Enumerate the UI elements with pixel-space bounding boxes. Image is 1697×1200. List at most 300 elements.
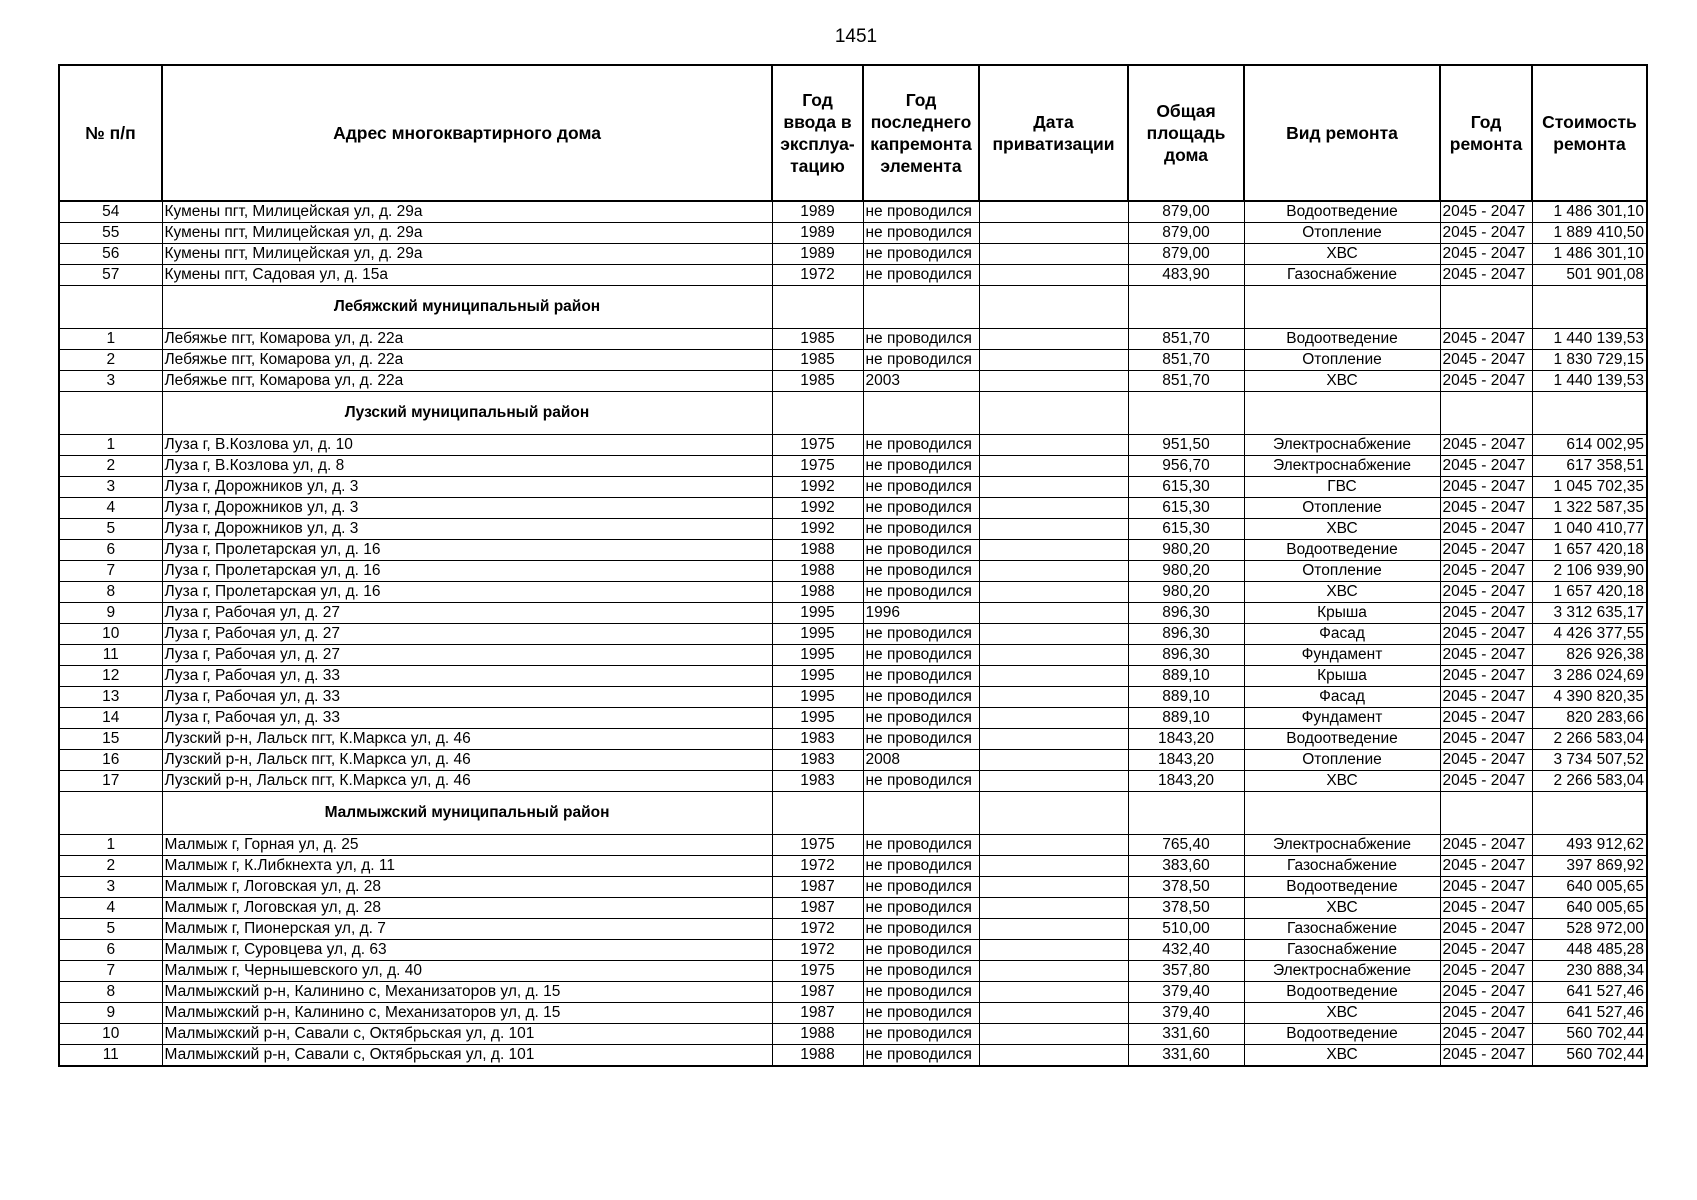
cell-address: Луза г, Рабочая ул, д. 27 xyxy=(162,645,772,666)
cell-last-repair: не проводился xyxy=(863,961,979,982)
section-empty-cell xyxy=(1532,792,1647,835)
cell-privatization xyxy=(979,982,1128,1003)
cell-cost: 560 702,44 xyxy=(1532,1045,1647,1067)
table-row xyxy=(59,708,1647,729)
section-row xyxy=(59,792,1647,835)
cell-year-built: 1975 xyxy=(772,456,863,477)
cell-cost: 1 486 301,10 xyxy=(1532,244,1647,265)
section-empty-cell xyxy=(1244,286,1440,329)
cell-num: 13 xyxy=(59,687,162,708)
cell-address: Луза г, Дорожников ул, д. 3 xyxy=(162,519,772,540)
cell-num: 3 xyxy=(59,371,162,392)
table-row xyxy=(59,961,1647,982)
table-row xyxy=(59,940,1647,961)
cell-cost: 528 972,00 xyxy=(1532,919,1647,940)
table-row xyxy=(59,350,1647,371)
cell-repair-type: Отопление xyxy=(1244,350,1440,371)
cell-num: 6 xyxy=(59,540,162,561)
cell-repair-year: 2045 - 2047 xyxy=(1440,582,1532,603)
cell-address: Луза г, Пролетарская ул, д. 16 xyxy=(162,540,772,561)
cell-repair-type: Фасад xyxy=(1244,624,1440,645)
repair-register-table xyxy=(58,64,1648,1067)
cell-repair-type: Газоснабжение xyxy=(1244,940,1440,961)
section-empty-cell xyxy=(863,286,979,329)
cell-area: 432,40 xyxy=(1128,940,1244,961)
cell-address: Луза г, Рабочая ул, д. 33 xyxy=(162,708,772,729)
cell-last-repair: не проводился xyxy=(863,708,979,729)
cell-address: Луза г, В.Козлова ул, д. 8 xyxy=(162,456,772,477)
cell-year-built: 1988 xyxy=(772,561,863,582)
cell-year-built: 1983 xyxy=(772,750,863,771)
table-row xyxy=(59,561,1647,582)
cell-last-repair: не проводился xyxy=(863,877,979,898)
cell-last-repair: не проводился xyxy=(863,982,979,1003)
table-body xyxy=(59,201,1647,1066)
cell-privatization xyxy=(979,477,1128,498)
cell-year-built: 1983 xyxy=(772,729,863,750)
cell-privatization xyxy=(979,223,1128,244)
cell-repair-type: Фасад xyxy=(1244,687,1440,708)
cell-year-built: 1995 xyxy=(772,687,863,708)
cell-area: 765,40 xyxy=(1128,835,1244,856)
section-empty-cell xyxy=(1440,792,1532,835)
section-empty-cell xyxy=(863,792,979,835)
cell-repair-type: ХВС xyxy=(1244,1003,1440,1024)
cell-address: Луза г, Дорожников ул, д. 3 xyxy=(162,477,772,498)
cell-cost: 1 045 702,35 xyxy=(1532,477,1647,498)
cell-privatization xyxy=(979,645,1128,666)
cell-area: 1843,20 xyxy=(1128,771,1244,792)
cell-area: 896,30 xyxy=(1128,624,1244,645)
cell-last-repair: не проводился xyxy=(863,771,979,792)
section-row xyxy=(59,392,1647,435)
cell-year-built: 1988 xyxy=(772,582,863,603)
cell-address: Луза г, Пролетарская ул, д. 16 xyxy=(162,561,772,582)
cell-repair-year: 2045 - 2047 xyxy=(1440,919,1532,940)
cell-last-repair: не проводился xyxy=(863,687,979,708)
cell-repair-type: Газоснабжение xyxy=(1244,856,1440,877)
cell-last-repair: не проводился xyxy=(863,940,979,961)
cell-privatization xyxy=(979,244,1128,265)
section-empty-cell xyxy=(1440,392,1532,435)
cell-year-built: 1989 xyxy=(772,201,863,223)
section-empty-cell xyxy=(772,792,863,835)
cell-repair-year: 2045 - 2047 xyxy=(1440,561,1532,582)
cell-privatization xyxy=(979,1024,1128,1045)
cell-area: 615,30 xyxy=(1128,519,1244,540)
cell-privatization xyxy=(979,561,1128,582)
cell-area: 879,00 xyxy=(1128,244,1244,265)
cell-repair-year: 2045 - 2047 xyxy=(1440,750,1532,771)
cell-area: 510,00 xyxy=(1128,919,1244,940)
cell-address: Малмыж г, К.Либкнехта ул, д. 11 xyxy=(162,856,772,877)
cell-repair-type: Электроснабжение xyxy=(1244,435,1440,456)
cell-address: Малмыж г, Чернышевского ул, д. 40 xyxy=(162,961,772,982)
cell-repair-type: ХВС xyxy=(1244,771,1440,792)
cell-year-built: 1985 xyxy=(772,350,863,371)
cell-last-repair: не проводился xyxy=(863,729,979,750)
cell-privatization xyxy=(979,835,1128,856)
cell-last-repair: 2008 xyxy=(863,750,979,771)
cell-num: 57 xyxy=(59,265,162,286)
section-empty-cell xyxy=(1128,286,1244,329)
cell-num: 5 xyxy=(59,519,162,540)
cell-year-built: 1983 xyxy=(772,771,863,792)
table-row xyxy=(59,329,1647,350)
header-num: № п/п xyxy=(59,65,162,201)
cell-num: 15 xyxy=(59,729,162,750)
cell-num: 1 xyxy=(59,435,162,456)
cell-repair-year: 2045 - 2047 xyxy=(1440,708,1532,729)
cell-privatization xyxy=(979,856,1128,877)
cell-address: Кумены пгт, Милицейская ул, д. 29а xyxy=(162,223,772,244)
section-empty-cell xyxy=(59,792,162,835)
cell-last-repair: не проводился xyxy=(863,435,979,456)
table-row xyxy=(59,771,1647,792)
cell-area: 378,50 xyxy=(1128,877,1244,898)
cell-last-repair: не проводился xyxy=(863,624,979,645)
cell-num: 5 xyxy=(59,919,162,940)
cell-cost: 1 657 420,18 xyxy=(1532,582,1647,603)
table-row xyxy=(59,666,1647,687)
cell-cost: 1 040 410,77 xyxy=(1532,519,1647,540)
cell-area: 896,30 xyxy=(1128,603,1244,624)
cell-area: 483,90 xyxy=(1128,265,1244,286)
cell-cost: 1 889 410,50 xyxy=(1532,223,1647,244)
cell-last-repair: не проводился xyxy=(863,540,979,561)
cell-cost: 1 486 301,10 xyxy=(1532,201,1647,223)
cell-repair-type: Отопление xyxy=(1244,223,1440,244)
cell-repair-type: Фундамент xyxy=(1244,708,1440,729)
cell-address: Малмыж г, Логовская ул, д. 28 xyxy=(162,877,772,898)
header-last-repair: Год последнего капремонта элемента xyxy=(863,65,979,201)
cell-repair-year: 2045 - 2047 xyxy=(1440,729,1532,750)
cell-year-built: 1988 xyxy=(772,1024,863,1045)
cell-last-repair: не проводился xyxy=(863,856,979,877)
cell-year-built: 1995 xyxy=(772,603,863,624)
cell-privatization xyxy=(979,435,1128,456)
cell-repair-type: Отопление xyxy=(1244,498,1440,519)
cell-year-built: 1975 xyxy=(772,435,863,456)
cell-repair-year: 2045 - 2047 xyxy=(1440,477,1532,498)
cell-privatization xyxy=(979,350,1128,371)
cell-last-repair: не проводился xyxy=(863,919,979,940)
cell-year-built: 1995 xyxy=(772,645,863,666)
cell-area: 331,60 xyxy=(1128,1045,1244,1067)
table-row xyxy=(59,1003,1647,1024)
cell-repair-type: ХВС xyxy=(1244,519,1440,540)
cell-area: 851,70 xyxy=(1128,329,1244,350)
cell-num: 9 xyxy=(59,603,162,624)
cell-privatization xyxy=(979,498,1128,519)
cell-year-built: 1972 xyxy=(772,856,863,877)
table-row xyxy=(59,540,1647,561)
cell-num: 17 xyxy=(59,771,162,792)
cell-num: 10 xyxy=(59,624,162,645)
cell-cost: 493 912,62 xyxy=(1532,835,1647,856)
section-empty-cell xyxy=(59,286,162,329)
cell-address: Лебяжье пгт, Комарова ул, д. 22а xyxy=(162,329,772,350)
cell-privatization xyxy=(979,877,1128,898)
cell-privatization xyxy=(979,371,1128,392)
cell-year-built: 1987 xyxy=(772,877,863,898)
cell-cost: 1 322 587,35 xyxy=(1532,498,1647,519)
header-cost: Стоимость ремонта xyxy=(1532,65,1647,201)
cell-year-built: 1995 xyxy=(772,666,863,687)
cell-area: 851,70 xyxy=(1128,371,1244,392)
table-row xyxy=(59,898,1647,919)
table-row xyxy=(59,645,1647,666)
cell-area: 951,50 xyxy=(1128,435,1244,456)
cell-address: Луза г, Рабочая ул, д. 27 xyxy=(162,603,772,624)
cell-repair-type: Водоотведение xyxy=(1244,877,1440,898)
cell-privatization xyxy=(979,666,1128,687)
cell-last-repair: не проводился xyxy=(863,329,979,350)
cell-num: 54 xyxy=(59,201,162,223)
cell-repair-year: 2045 - 2047 xyxy=(1440,940,1532,961)
section-empty-cell xyxy=(1440,286,1532,329)
table-row xyxy=(59,519,1647,540)
table-row xyxy=(59,750,1647,771)
table-row xyxy=(59,477,1647,498)
cell-repair-type: Фундамент xyxy=(1244,645,1440,666)
section-empty-cell xyxy=(1244,392,1440,435)
cell-repair-type: Газоснабжение xyxy=(1244,265,1440,286)
cell-num: 1 xyxy=(59,835,162,856)
cell-year-built: 1972 xyxy=(772,265,863,286)
section-empty-cell xyxy=(1532,392,1647,435)
cell-last-repair: не проводился xyxy=(863,477,979,498)
cell-last-repair: не проводился xyxy=(863,1003,979,1024)
table-row xyxy=(59,856,1647,877)
section-empty-cell xyxy=(772,392,863,435)
cell-area: 615,30 xyxy=(1128,477,1244,498)
cell-repair-type: Водоотведение xyxy=(1244,540,1440,561)
cell-cost: 1 830 729,15 xyxy=(1532,350,1647,371)
cell-area: 357,80 xyxy=(1128,961,1244,982)
page-number: 1451 xyxy=(834,26,878,47)
cell-address: Малмыж г, Логовская ул, д. 28 xyxy=(162,898,772,919)
cell-repair-year: 2045 - 2047 xyxy=(1440,835,1532,856)
section-empty-cell xyxy=(772,286,863,329)
cell-privatization xyxy=(979,919,1128,940)
cell-last-repair: не проводился xyxy=(863,645,979,666)
cell-area: 1843,20 xyxy=(1128,729,1244,750)
cell-repair-type: Электроснабжение xyxy=(1244,961,1440,982)
cell-area: 383,60 xyxy=(1128,856,1244,877)
cell-num: 55 xyxy=(59,223,162,244)
cell-repair-type: Водоотведение xyxy=(1244,201,1440,223)
cell-num: 6 xyxy=(59,940,162,961)
cell-year-built: 1992 xyxy=(772,498,863,519)
cell-privatization xyxy=(979,898,1128,919)
cell-year-built: 1988 xyxy=(772,1045,863,1067)
cell-num: 9 xyxy=(59,1003,162,1024)
cell-repair-year: 2045 - 2047 xyxy=(1440,666,1532,687)
cell-repair-type: Водоотведение xyxy=(1244,1024,1440,1045)
cell-repair-year: 2045 - 2047 xyxy=(1440,519,1532,540)
cell-address: Малмыжский р-н, Савали с, Октябрьская ул, д. 101 xyxy=(162,1024,772,1045)
cell-repair-year: 2045 - 2047 xyxy=(1440,982,1532,1003)
cell-privatization xyxy=(979,1003,1128,1024)
cell-repair-year: 2045 - 2047 xyxy=(1440,329,1532,350)
table-row xyxy=(59,201,1647,223)
cell-repair-year: 2045 - 2047 xyxy=(1440,624,1532,645)
cell-num: 11 xyxy=(59,1045,162,1067)
cell-area: 896,30 xyxy=(1128,645,1244,666)
table-row xyxy=(59,835,1647,856)
cell-address: Лебяжье пгт, Комарова ул, д. 22а xyxy=(162,350,772,371)
header-year-built: Год ввода в эксплуа-тацию xyxy=(772,65,863,201)
table-row xyxy=(59,919,1647,940)
table-row xyxy=(59,582,1647,603)
cell-cost: 3 286 024,69 xyxy=(1532,666,1647,687)
section-empty-cell xyxy=(979,392,1128,435)
cell-privatization xyxy=(979,519,1128,540)
cell-address: Малмыжский р-н, Калинино с, Механизаторов ул, д. 15 xyxy=(162,1003,772,1024)
cell-address: Кумены пгт, Милицейская ул, д. 29а xyxy=(162,201,772,223)
cell-year-built: 1985 xyxy=(772,329,863,350)
table-row xyxy=(59,435,1647,456)
cell-year-built: 1989 xyxy=(772,244,863,265)
cell-num: 2 xyxy=(59,856,162,877)
cell-address: Кумены пгт, Милицейская ул, д. 29а xyxy=(162,244,772,265)
section-title: Лебяжский муниципальный район xyxy=(162,286,772,329)
cell-cost: 1 440 139,53 xyxy=(1532,371,1647,392)
table-row xyxy=(59,624,1647,645)
cell-area: 980,20 xyxy=(1128,540,1244,561)
cell-privatization xyxy=(979,940,1128,961)
header-area: Общая площадь дома xyxy=(1128,65,1244,201)
cell-cost: 560 702,44 xyxy=(1532,1024,1647,1045)
cell-num: 11 xyxy=(59,645,162,666)
header-repair-type: Вид ремонта xyxy=(1244,65,1440,201)
cell-privatization xyxy=(979,771,1128,792)
cell-address: Луза г, Пролетарская ул, д. 16 xyxy=(162,582,772,603)
cell-year-built: 1995 xyxy=(772,708,863,729)
section-empty-cell xyxy=(1244,792,1440,835)
cell-area: 956,70 xyxy=(1128,456,1244,477)
cell-last-repair: не проводился xyxy=(863,456,979,477)
cell-cost: 4 390 820,35 xyxy=(1532,687,1647,708)
cell-repair-type: ХВС xyxy=(1244,1045,1440,1067)
cell-year-built: 1989 xyxy=(772,223,863,244)
cell-privatization xyxy=(979,603,1128,624)
cell-repair-year: 2045 - 2047 xyxy=(1440,244,1532,265)
cell-address: Луза г, Рабочая ул, д. 33 xyxy=(162,687,772,708)
cell-repair-type: Крыша xyxy=(1244,666,1440,687)
cell-cost: 2 266 583,04 xyxy=(1532,729,1647,750)
cell-repair-type: Электроснабжение xyxy=(1244,835,1440,856)
cell-privatization xyxy=(979,708,1128,729)
cell-area: 331,60 xyxy=(1128,1024,1244,1045)
cell-year-built: 1992 xyxy=(772,519,863,540)
cell-repair-type: Водоотведение xyxy=(1244,329,1440,350)
cell-year-built: 1995 xyxy=(772,624,863,645)
cell-address: Малмыж г, Горная ул, д. 25 xyxy=(162,835,772,856)
cell-num: 3 xyxy=(59,877,162,898)
cell-area: 879,00 xyxy=(1128,201,1244,223)
cell-cost: 614 002,95 xyxy=(1532,435,1647,456)
cell-repair-year: 2045 - 2047 xyxy=(1440,1024,1532,1045)
cell-cost: 640 005,65 xyxy=(1532,877,1647,898)
cell-privatization xyxy=(979,540,1128,561)
cell-last-repair: не проводился xyxy=(863,350,979,371)
section-empty-cell xyxy=(863,392,979,435)
cell-privatization xyxy=(979,582,1128,603)
cell-repair-year: 2045 - 2047 xyxy=(1440,1045,1532,1067)
cell-cost: 1 657 420,18 xyxy=(1532,540,1647,561)
cell-repair-year: 2045 - 2047 xyxy=(1440,435,1532,456)
cell-num: 56 xyxy=(59,244,162,265)
cell-repair-type: Крыша xyxy=(1244,603,1440,624)
cell-address: Малмыж г, Суровцева ул, д. 63 xyxy=(162,940,772,961)
cell-cost: 397 869,92 xyxy=(1532,856,1647,877)
cell-address: Лузский р-н, Лальск пгт, К.Маркса ул, д. 46 xyxy=(162,771,772,792)
cell-address: Луза г, Рабочая ул, д. 33 xyxy=(162,666,772,687)
cell-repair-year: 2045 - 2047 xyxy=(1440,201,1532,223)
cell-address: Лузский р-н, Лальск пгт, К.Маркса ул, д. 46 xyxy=(162,729,772,750)
table-row xyxy=(59,729,1647,750)
table-row xyxy=(59,456,1647,477)
cell-last-repair: не проводился xyxy=(863,835,979,856)
cell-area: 889,10 xyxy=(1128,687,1244,708)
cell-cost: 641 527,46 xyxy=(1532,1003,1647,1024)
table-row xyxy=(59,265,1647,286)
cell-last-repair: не проводился xyxy=(863,265,979,286)
section-empty-cell xyxy=(1128,792,1244,835)
cell-num: 4 xyxy=(59,498,162,519)
table-row xyxy=(59,603,1647,624)
cell-privatization xyxy=(979,265,1128,286)
cell-privatization xyxy=(979,201,1128,223)
cell-privatization xyxy=(979,729,1128,750)
cell-repair-year: 2045 - 2047 xyxy=(1440,771,1532,792)
table-row xyxy=(59,687,1647,708)
cell-area: 889,10 xyxy=(1128,708,1244,729)
cell-last-repair: не проводился xyxy=(863,561,979,582)
cell-year-built: 1985 xyxy=(772,371,863,392)
cell-area: 615,30 xyxy=(1128,498,1244,519)
header-address: Адрес многоквартирного дома xyxy=(162,65,772,201)
cell-repair-type: Отопление xyxy=(1244,750,1440,771)
table-row xyxy=(59,982,1647,1003)
table-row xyxy=(59,371,1647,392)
cell-privatization xyxy=(979,456,1128,477)
cell-repair-type: Отопление xyxy=(1244,561,1440,582)
cell-year-built: 1975 xyxy=(772,835,863,856)
cell-address: Малмыж г, Пионерская ул, д. 7 xyxy=(162,919,772,940)
section-empty-cell xyxy=(59,392,162,435)
cell-num: 7 xyxy=(59,961,162,982)
cell-last-repair: не проводился xyxy=(863,898,979,919)
table-row xyxy=(59,498,1647,519)
cell-repair-type: ХВС xyxy=(1244,582,1440,603)
cell-address: Кумены пгт, Садовая ул, д. 15а xyxy=(162,265,772,286)
cell-repair-year: 2045 - 2047 xyxy=(1440,371,1532,392)
table-row xyxy=(59,1024,1647,1045)
table-row xyxy=(59,223,1647,244)
cell-cost: 2 106 939,90 xyxy=(1532,561,1647,582)
cell-num: 4 xyxy=(59,898,162,919)
cell-repair-type: Водоотведение xyxy=(1244,982,1440,1003)
cell-num: 16 xyxy=(59,750,162,771)
cell-area: 889,10 xyxy=(1128,666,1244,687)
cell-repair-year: 2045 - 2047 xyxy=(1440,540,1532,561)
cell-repair-type: Водоотведение xyxy=(1244,729,1440,750)
cell-privatization xyxy=(979,329,1128,350)
cell-cost: 3 734 507,52 xyxy=(1532,750,1647,771)
